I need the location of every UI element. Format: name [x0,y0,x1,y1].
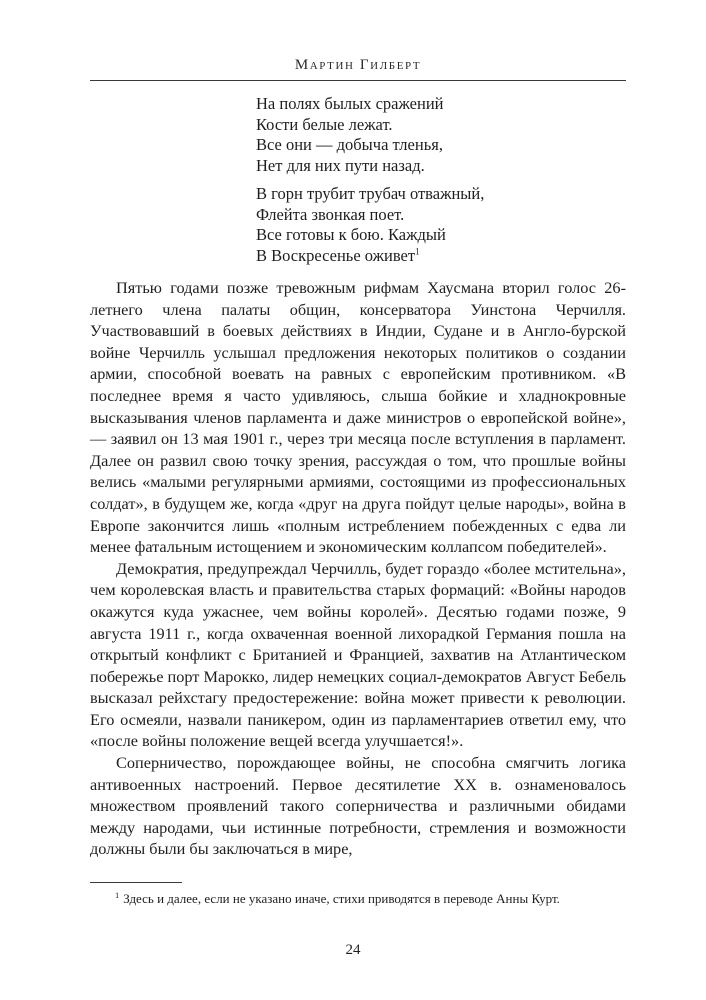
body-paragraph: Пятью годами позже тревожным рифмам Хаусмана вторил голос 26-летнего члена палаты общин, консерватора Уинстона Черчилля. Участвовавший в боевых действиях в Индии, Судане и в Англо-бурской войне Черчилль услышал предложения некоторых политиков о создании армии, способной воевать на равных с европейским противником. «В последнее время я часто удивляюсь, слыша бойкие и хладнокровные высказывания членов парламента и даже министров о европейской войне», — заявил он 13 мая 1901 г., через три месяца после вступления в парламент. Далее он развил свою точку зрения, рассуждая о том, что прошлые войны велись «малыми регулярными армиями, состоящими из профессиональных солдат», в будущем же, когда «друг на друга пойдут целые народы», война в Европе закончится лишь «полным истреблением побежденных с едва ли менее фатальным истощением и экономическим коллапсом победителей». [90,278,626,557]
body-paragraph: Демократия, предупреждал Черчилль, будет гораздо «более мстительна», чем королевская власть и правительства старых формаций: «Войны народов окажутся куда ужаснее, чем войны королей». Десятью годами позже, 9 августа 1911 г., когда охваченная военной лихорадкой Германия пошла на открытый конфликт с Британией и Францией, захватив на Атлантическом побережье порт Марокко, лидер немецких социал-демократов Август Бебель высказал рейхстагу предостережение: война может привести к революции. Его осмеяли, назвали паникером, один из парламентариев ответил ему, что «после войны положение вещей всегда улучшается!». [90,558,626,751]
footnote-marker: 1 [115,889,120,900]
body-paragraph: Соперничество, порождающее войны, не способна смягчить логика антивоенных настроений. Первое десятилетие XX в. ознаменовалось множеством проявлений такого соперничества и различными обидами между народами, чьи истинные потребности, стремления и возможности должны были бы заключаться в мире, [90,753,626,859]
footnote [115,891,626,907]
verse-line: Нет для них пути назад. [256,155,425,175]
verse-line: Кости белые лежат. [256,114,393,134]
verse-line-text: В Воскресенье оживет [256,245,416,265]
verse-line-last [256,246,596,267]
body-text [90,277,626,860]
header-rule [90,80,626,81]
verse-line: Флейта звонкая поет. [256,204,405,224]
running-head [90,57,626,74]
verse-stanza-2 [256,184,596,266]
verse-block [256,94,596,274]
verse-line: Все они — добыча тленья, [256,135,443,154]
footnote-reference[interactable]: 1 [415,246,420,256]
page-number: 24 [345,942,361,958]
verse-stanza-1 [256,94,596,176]
footnote-rule [90,882,182,883]
running-head-title: Мартин Гилберт [294,57,422,73]
footnote-text: Здесь и далее, если не указано иначе, стихи приводятся в переводе Анны Курт. [123,891,560,906]
verse-line: В горн трубит трубач отважный, [256,184,485,203]
verse-line: На полях былых сражений [256,94,444,113]
verse-line: Все готовы к бою. Каждый [256,225,446,244]
